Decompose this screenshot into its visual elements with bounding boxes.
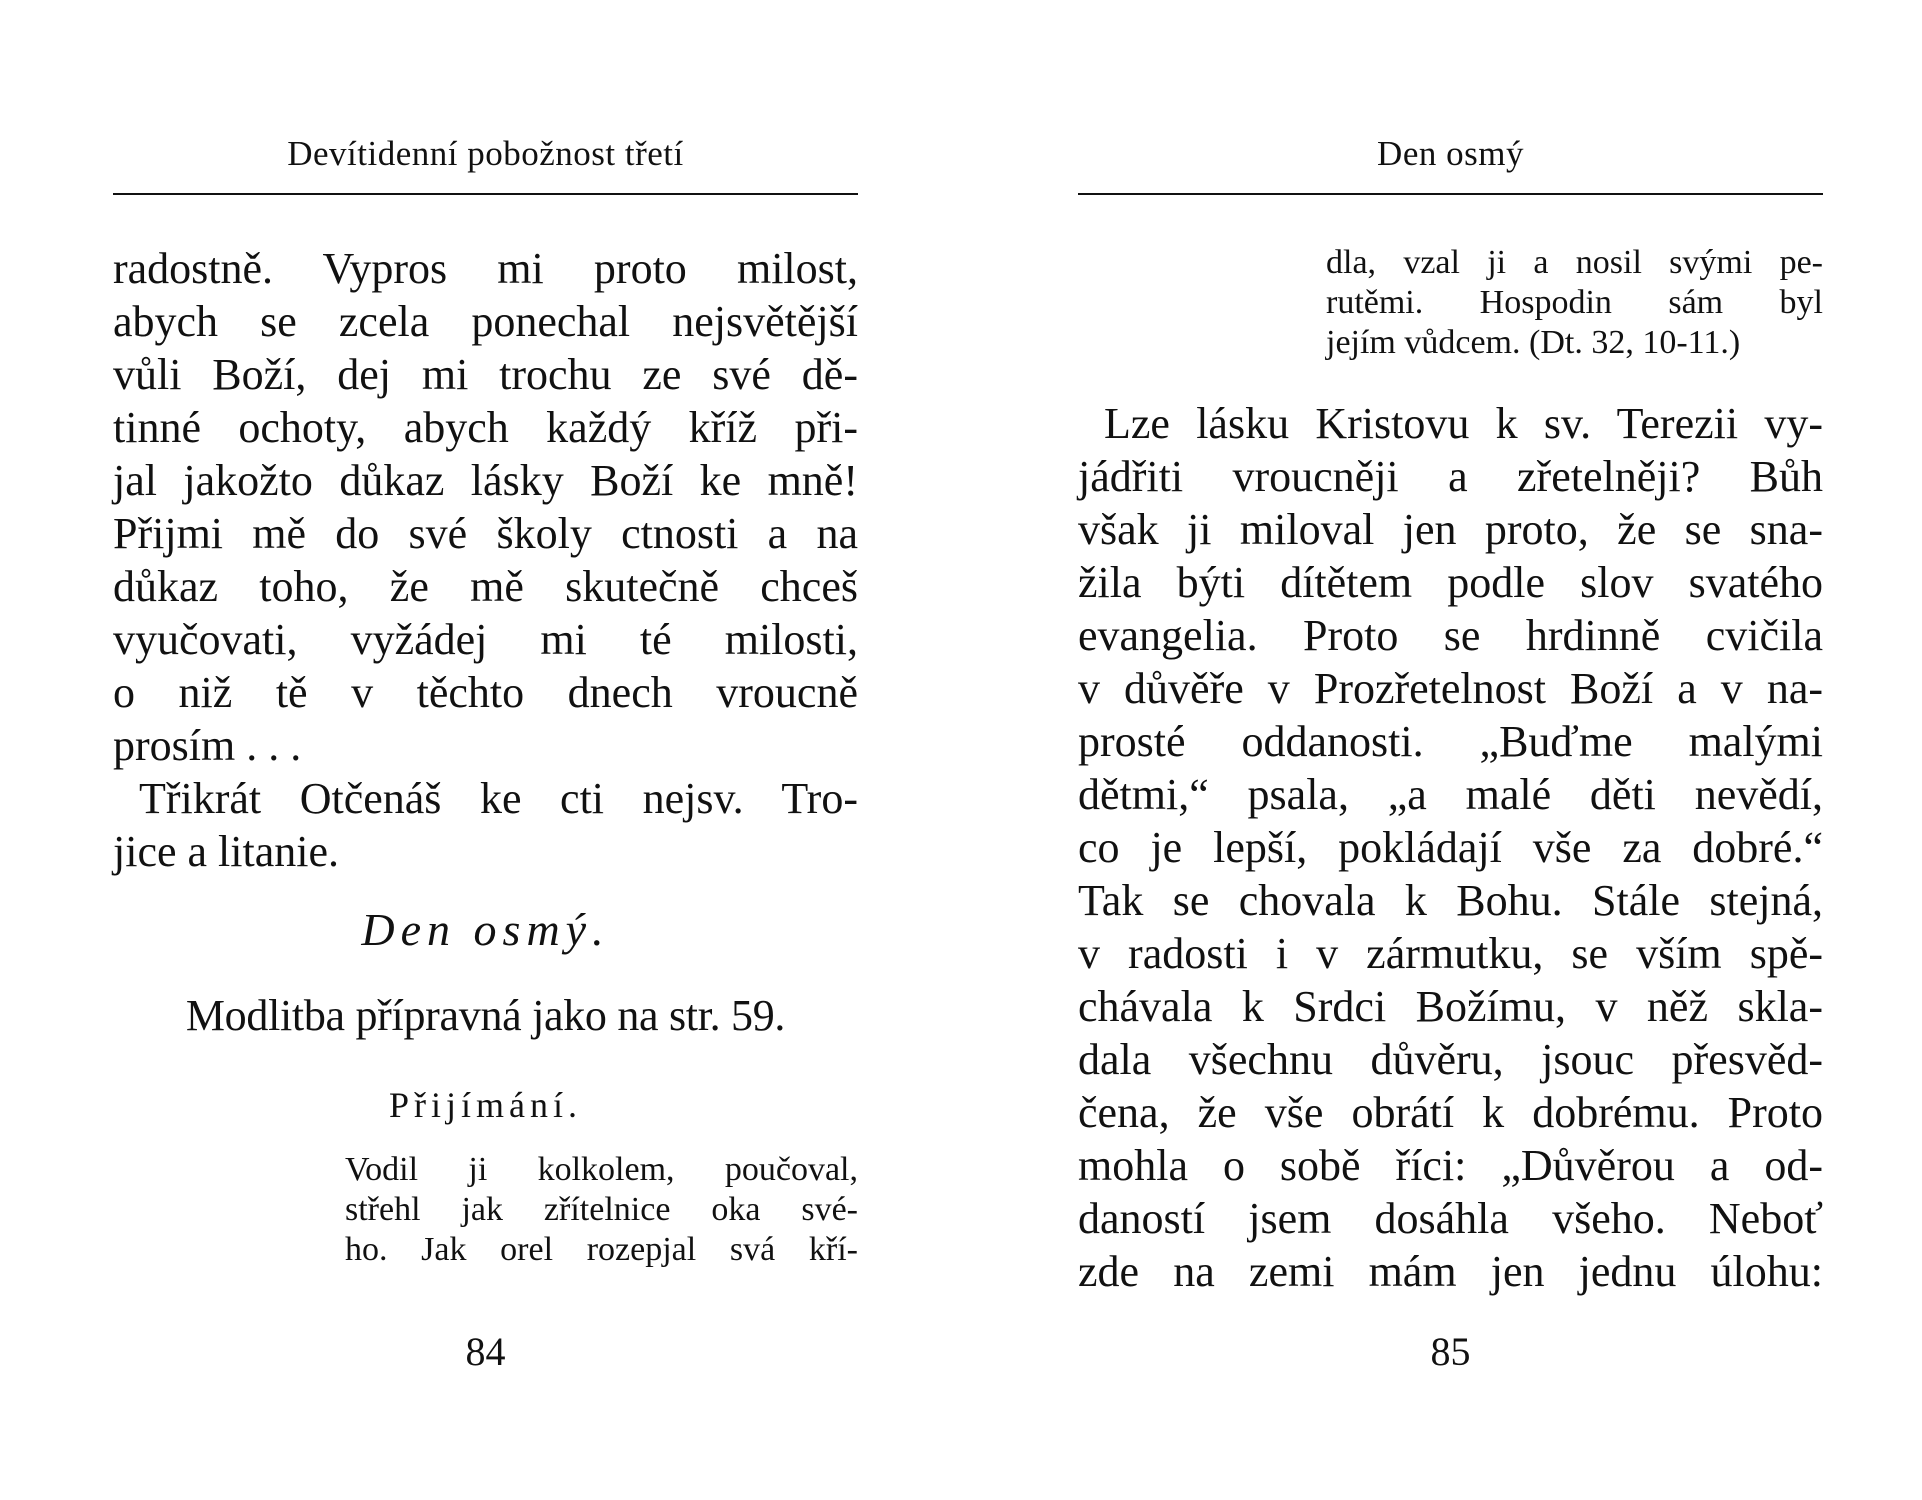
text-line: evangelia. Proto se hrdinně cvičila: [1078, 611, 1823, 660]
text-line: dětmi,“ psala, „a malé děti nevědí,: [1078, 770, 1823, 819]
prayer-note: Modlitba přípravná jako na str. 59.: [185, 991, 786, 1040]
text-line: jice a litanie.: [113, 827, 339, 876]
text-line: daností jsem dosáhla všeho. Neboť: [1078, 1194, 1823, 1243]
verse-line: Vodil ji kolkolem, poučoval,: [345, 1151, 858, 1188]
running-head: Den osmý: [1377, 134, 1524, 173]
text-line: o niž tě v těchto dnech vroucně: [113, 668, 858, 717]
communion-heading: Přijímání.: [389, 1085, 582, 1125]
text-line: chávala k Srdci Božímu, v něž skla-: [1078, 982, 1823, 1031]
text-line: čena, že vše obrátí k dobrému. Proto: [1078, 1088, 1823, 1137]
header-rule: [1078, 193, 1823, 195]
text-line: jádřiti vroucněji a zřetelněji? Bůh: [1078, 452, 1823, 501]
text-line: zde na zemi mám jen jednu úlohu:: [1078, 1247, 1823, 1296]
text-line: mohla o sobě říci: „Důvěrou a od-: [1078, 1141, 1823, 1190]
text-line: vyučovati, vyžádej mi té milosti,: [113, 615, 858, 664]
text-line: žila býti dítětem podle slov svatého: [1078, 558, 1823, 607]
text-line: co je lepší, pokládají vše za dobré.“: [1078, 823, 1823, 872]
text-line: dala všechnu důvěru, jsouc přesvěd-: [1078, 1035, 1823, 1084]
text-line: prosím . . .: [113, 721, 302, 770]
text-line: v radosti i v zármutku, se vším spě-: [1078, 929, 1823, 978]
page-number: 85: [1430, 1329, 1471, 1374]
page-number: 84: [465, 1329, 506, 1374]
text-line: Lze lásku Kristovu k sv. Terezii vy-: [1104, 399, 1823, 448]
text-line: prosté oddanosti. „Buďme malými: [1078, 717, 1823, 766]
text-line: Třikrát Otčenáš ke cti nejsv. Tro-: [139, 774, 858, 823]
text-line: v důvěře v Prozřetelnost Boží a v na-: [1078, 664, 1823, 713]
verse-line: střehl jak zřítelnice oka své-: [345, 1191, 858, 1228]
verse-line: jejím vůdcem. (Dt. 32, 10-11.): [1326, 324, 1741, 361]
day-heading: Den osmý.: [361, 904, 610, 955]
text-line: abych se zcela ponechal nejsvětější: [113, 297, 858, 346]
text-line: tinné ochoty, abych každý kříž při-: [113, 403, 858, 452]
text-line: jal jakožto důkaz lásky Boží ke mně!: [113, 456, 858, 505]
verse-line: rutěmi. Hospodin sám byl: [1326, 284, 1823, 321]
running-head: Devítidenní pobožnost třetí: [287, 134, 684, 173]
text-line: Tak se chovala k Bohu. Stále stejná,: [1078, 876, 1823, 925]
verse-line: ho. Jak orel rozepjal svá kří-: [345, 1231, 858, 1268]
verse-line: dla, vzal ji a nosil svými pe-: [1326, 244, 1823, 281]
right-page: [1078, 0, 1823, 1500]
header-rule: [113, 193, 858, 195]
text-line: Přijmi mě do své školy ctnosti a na: [113, 509, 858, 558]
text-line: radostně. Vypros mi proto milost,: [113, 244, 858, 293]
left-page: [113, 0, 858, 1500]
text-line: důkaz toho, že mě skutečně chceš: [113, 562, 858, 611]
text-line: však ji miloval jen proto, že se sna-: [1078, 505, 1823, 554]
text-line: vůli Boží, dej mi trochu ze své dě-: [113, 350, 858, 399]
